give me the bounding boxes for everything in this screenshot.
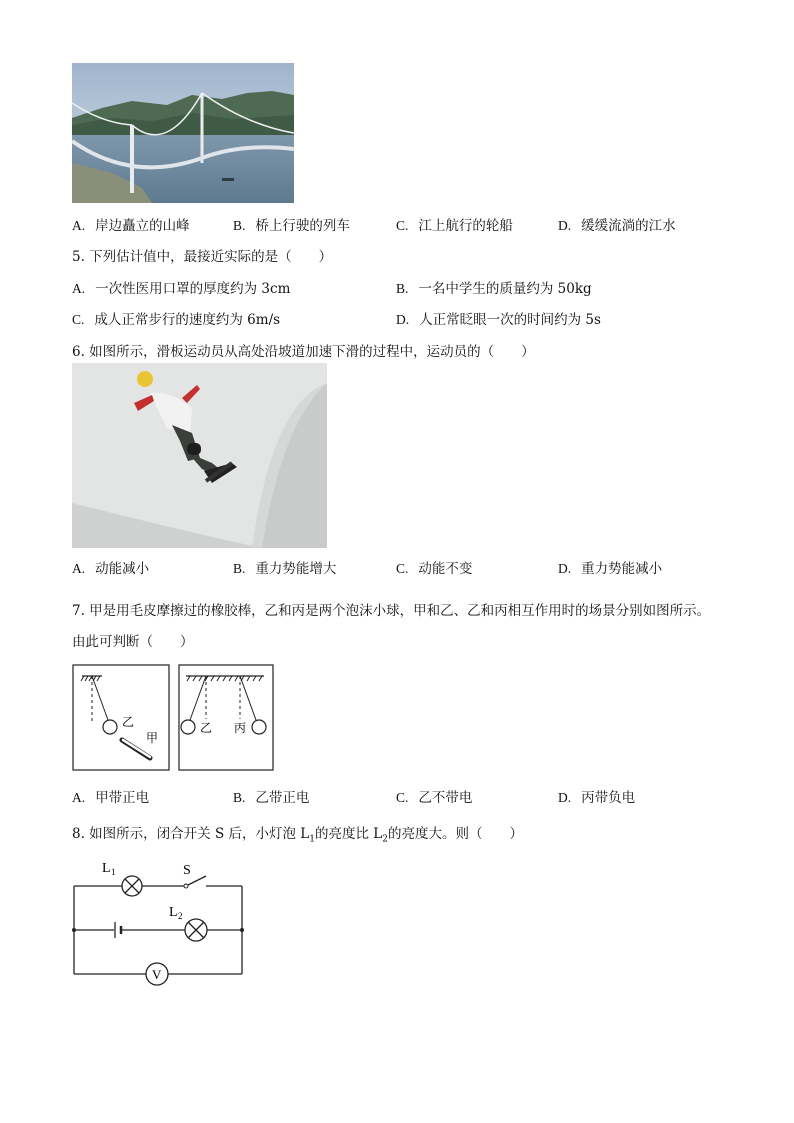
q7-label-yi: 乙: [122, 715, 135, 729]
lamp-l1-label: L: [102, 861, 111, 876]
q6-option-b: B. 重力势能增大: [233, 561, 337, 577]
lamp-l2-subscript: 2: [178, 911, 183, 921]
q6-stem: 6. 如图所示，滑板运动员从高处沿坡道加速下滑的过程中，运动员的（ ）: [72, 344, 535, 360]
q8-stem: 8. 如图所示，闭合开关 S 后，小灯泡 $L_1$的亮度比 $L_2$的亮度大。则（ ）: [72, 826, 523, 845]
q4-option-b: B. 桥上行驶的列车: [233, 218, 350, 234]
q7-option-a: A. 甲带正电: [72, 790, 150, 806]
q7-option-c: C. 乙不带电: [396, 790, 473, 806]
q5-option-b: B. 一名中学生的质量约为 50kg: [396, 281, 592, 297]
q7-figure-left: [72, 664, 170, 771]
q4-option-a: A. 岸边矗立的山峰: [72, 218, 190, 234]
q6-option-a: A. 动能减小: [72, 561, 150, 577]
lamp-l1-subscript: 1: [111, 867, 116, 877]
q4-option-d: D. 缓缓流淌的江水: [558, 218, 676, 234]
q5-option-a: A. 一次性医用口罩的厚度约为 3cm: [72, 281, 291, 297]
voltmeter-label: V: [152, 967, 162, 982]
q5-option-c: C. 成人正常步行的速度约为 6m/s: [72, 312, 281, 328]
switch-label: S: [183, 863, 191, 878]
lamp-l2-label: L: [169, 905, 178, 920]
q7-figure-right: [178, 664, 274, 771]
q7-stem-line2: 由此可判断（ ）: [72, 634, 194, 650]
skateboarder-photo: [72, 363, 327, 548]
q6-option-d: D. 重力势能减小: [558, 561, 663, 577]
q7-option-b: B. 乙带正电: [233, 790, 310, 806]
q8-circuit-diagram: [66, 852, 256, 992]
q6-option-c: C. 动能不变: [396, 561, 473, 577]
q5-stem: 5. 下列估计值中，最接近实际的是（ ）: [72, 249, 333, 265]
q7-label-yi-2: 乙: [200, 721, 213, 735]
q4-option-c: C. 江上航行的轮船: [396, 218, 513, 234]
bridge-photo: [72, 63, 294, 203]
q7-label-bing: 丙: [234, 721, 247, 735]
q7-label-jia: 甲: [146, 731, 159, 745]
q5-option-d: D. 人正常眨眼一次的时间约为 5s: [396, 312, 601, 328]
q7-option-d: D. 丙带负电: [558, 790, 636, 806]
q7-stem-line1: 7. 甲是用毛皮摩擦过的橡胶棒，乙和丙是两个泡沫小球，甲和乙、乙和丙相互作用时的场景分别如图所示。: [72, 603, 711, 619]
